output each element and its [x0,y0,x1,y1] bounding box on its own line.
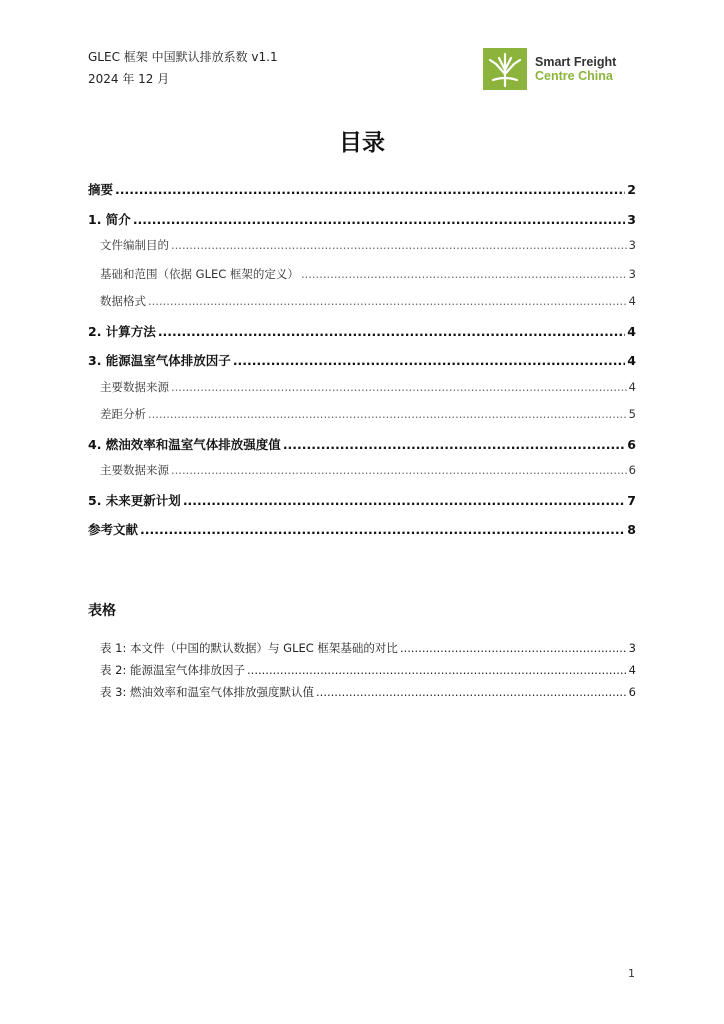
logo-line-2: Centre China [535,69,613,83]
toc-leader-dots [171,463,627,477]
toc-entry[interactable] [88,462,636,478]
table-list-entry[interactable] [100,659,636,681]
toc-leader-dots [148,294,627,308]
toc-entry[interactable] [88,379,636,395]
toc-entry-label: 差距分析 [100,407,146,421]
toc-entry[interactable] [88,322,636,340]
toc-leader-dots [171,380,627,394]
toc-entry[interactable] [88,180,636,198]
toc-entry[interactable] [88,237,636,253]
toc-leader-dots [283,437,625,452]
table-list-label: 表 2: 能源温室气体排放因子 [100,663,246,677]
toc-entry-label: 主要数据来源 [100,380,169,394]
toc-entry-page: 3 [628,238,636,252]
toc-leader-dots [171,238,627,252]
toc-entry-label: 5. 未来更新计划 [88,493,181,508]
smart-freight-logo [483,48,616,90]
toc-entry[interactable] [88,266,636,282]
toc-entry-page: 4 [628,380,636,394]
toc-entry-label: 1. 简介 [88,212,131,227]
toc-entry-page: 8 [627,522,636,537]
toc-entry-label: 2. 计算方法 [88,324,156,339]
toc-entry[interactable] [88,435,636,453]
table-list-leader-dots [316,681,627,703]
logo-wordmark [535,55,616,83]
toc-entry-label: 参考文献 [88,522,139,537]
toc-entry-label: 4. 燃油效率和温室气体排放强度值 [88,437,281,452]
toc-entry-label: 主要数据来源 [100,463,169,477]
table-list-page: 4 [628,663,636,677]
toc-leader-dots [133,212,625,227]
table-list-entry[interactable] [100,681,636,703]
toc-entry[interactable] [88,351,636,369]
page-title: 目录 [339,130,385,156]
table-list-leader-dots [400,637,627,659]
toc-entry-page: 4 [627,324,636,339]
toc-entry-page: 7 [627,493,636,508]
page-number: 1 [628,967,635,980]
toc-leader-dots [158,324,625,339]
toc-entry-page: 3 [627,212,636,227]
toc-entry-label: 3. 能源温室气体排放因子 [88,353,231,368]
tables-section-title: 表格 [88,603,116,619]
toc-entry-label: 数据格式 [100,294,146,308]
toc-entry-label: 文件编制目的 [100,238,169,252]
toc-entry-label: 摘要 [88,182,114,197]
table-list-page: 3 [628,641,636,655]
toc-entry[interactable] [88,406,636,422]
toc-entry[interactable] [88,210,636,228]
toc-entry[interactable] [88,293,636,309]
list-of-tables [100,637,636,703]
toc-entry-page: 2 [627,182,636,197]
table-list-entry[interactable] [100,637,636,659]
document-header [88,46,278,90]
toc-leader-dots [140,522,625,537]
logo-line-1: Smart Freight [535,55,617,69]
tree-icon [483,48,527,90]
header-doc-title: GLEC 框架 中国默认排放系数 v1.1 [88,50,278,64]
toc-entry[interactable] [88,520,636,538]
toc-leader-dots [233,353,625,368]
header-date: 2024 年 12 月 [88,72,170,86]
toc-leader-dots [148,407,627,421]
toc-entry-label: 基础和范围（依据 GLEC 框架的定义） [100,267,299,281]
table-list-label: 表 3: 燃油效率和温室气体排放强度默认值 [100,685,315,699]
toc-leader-dots [183,493,625,508]
toc-leader-dots [301,267,627,281]
toc-entry-page: 6 [628,463,636,477]
toc-entry-page: 3 [628,267,636,281]
toc-entry-page: 4 [628,294,636,308]
toc-entry-page: 4 [627,353,636,368]
toc-entry-page: 5 [628,407,636,421]
toc-entry[interactable] [88,491,636,509]
table-list-page: 6 [628,685,636,699]
table-list-leader-dots [247,659,627,681]
table-list-label: 表 1: 本文件（中国的默认数据）与 GLEC 框架基础的对比 [100,641,398,655]
toc-leader-dots [115,182,625,197]
toc-entry-page: 6 [627,437,636,452]
